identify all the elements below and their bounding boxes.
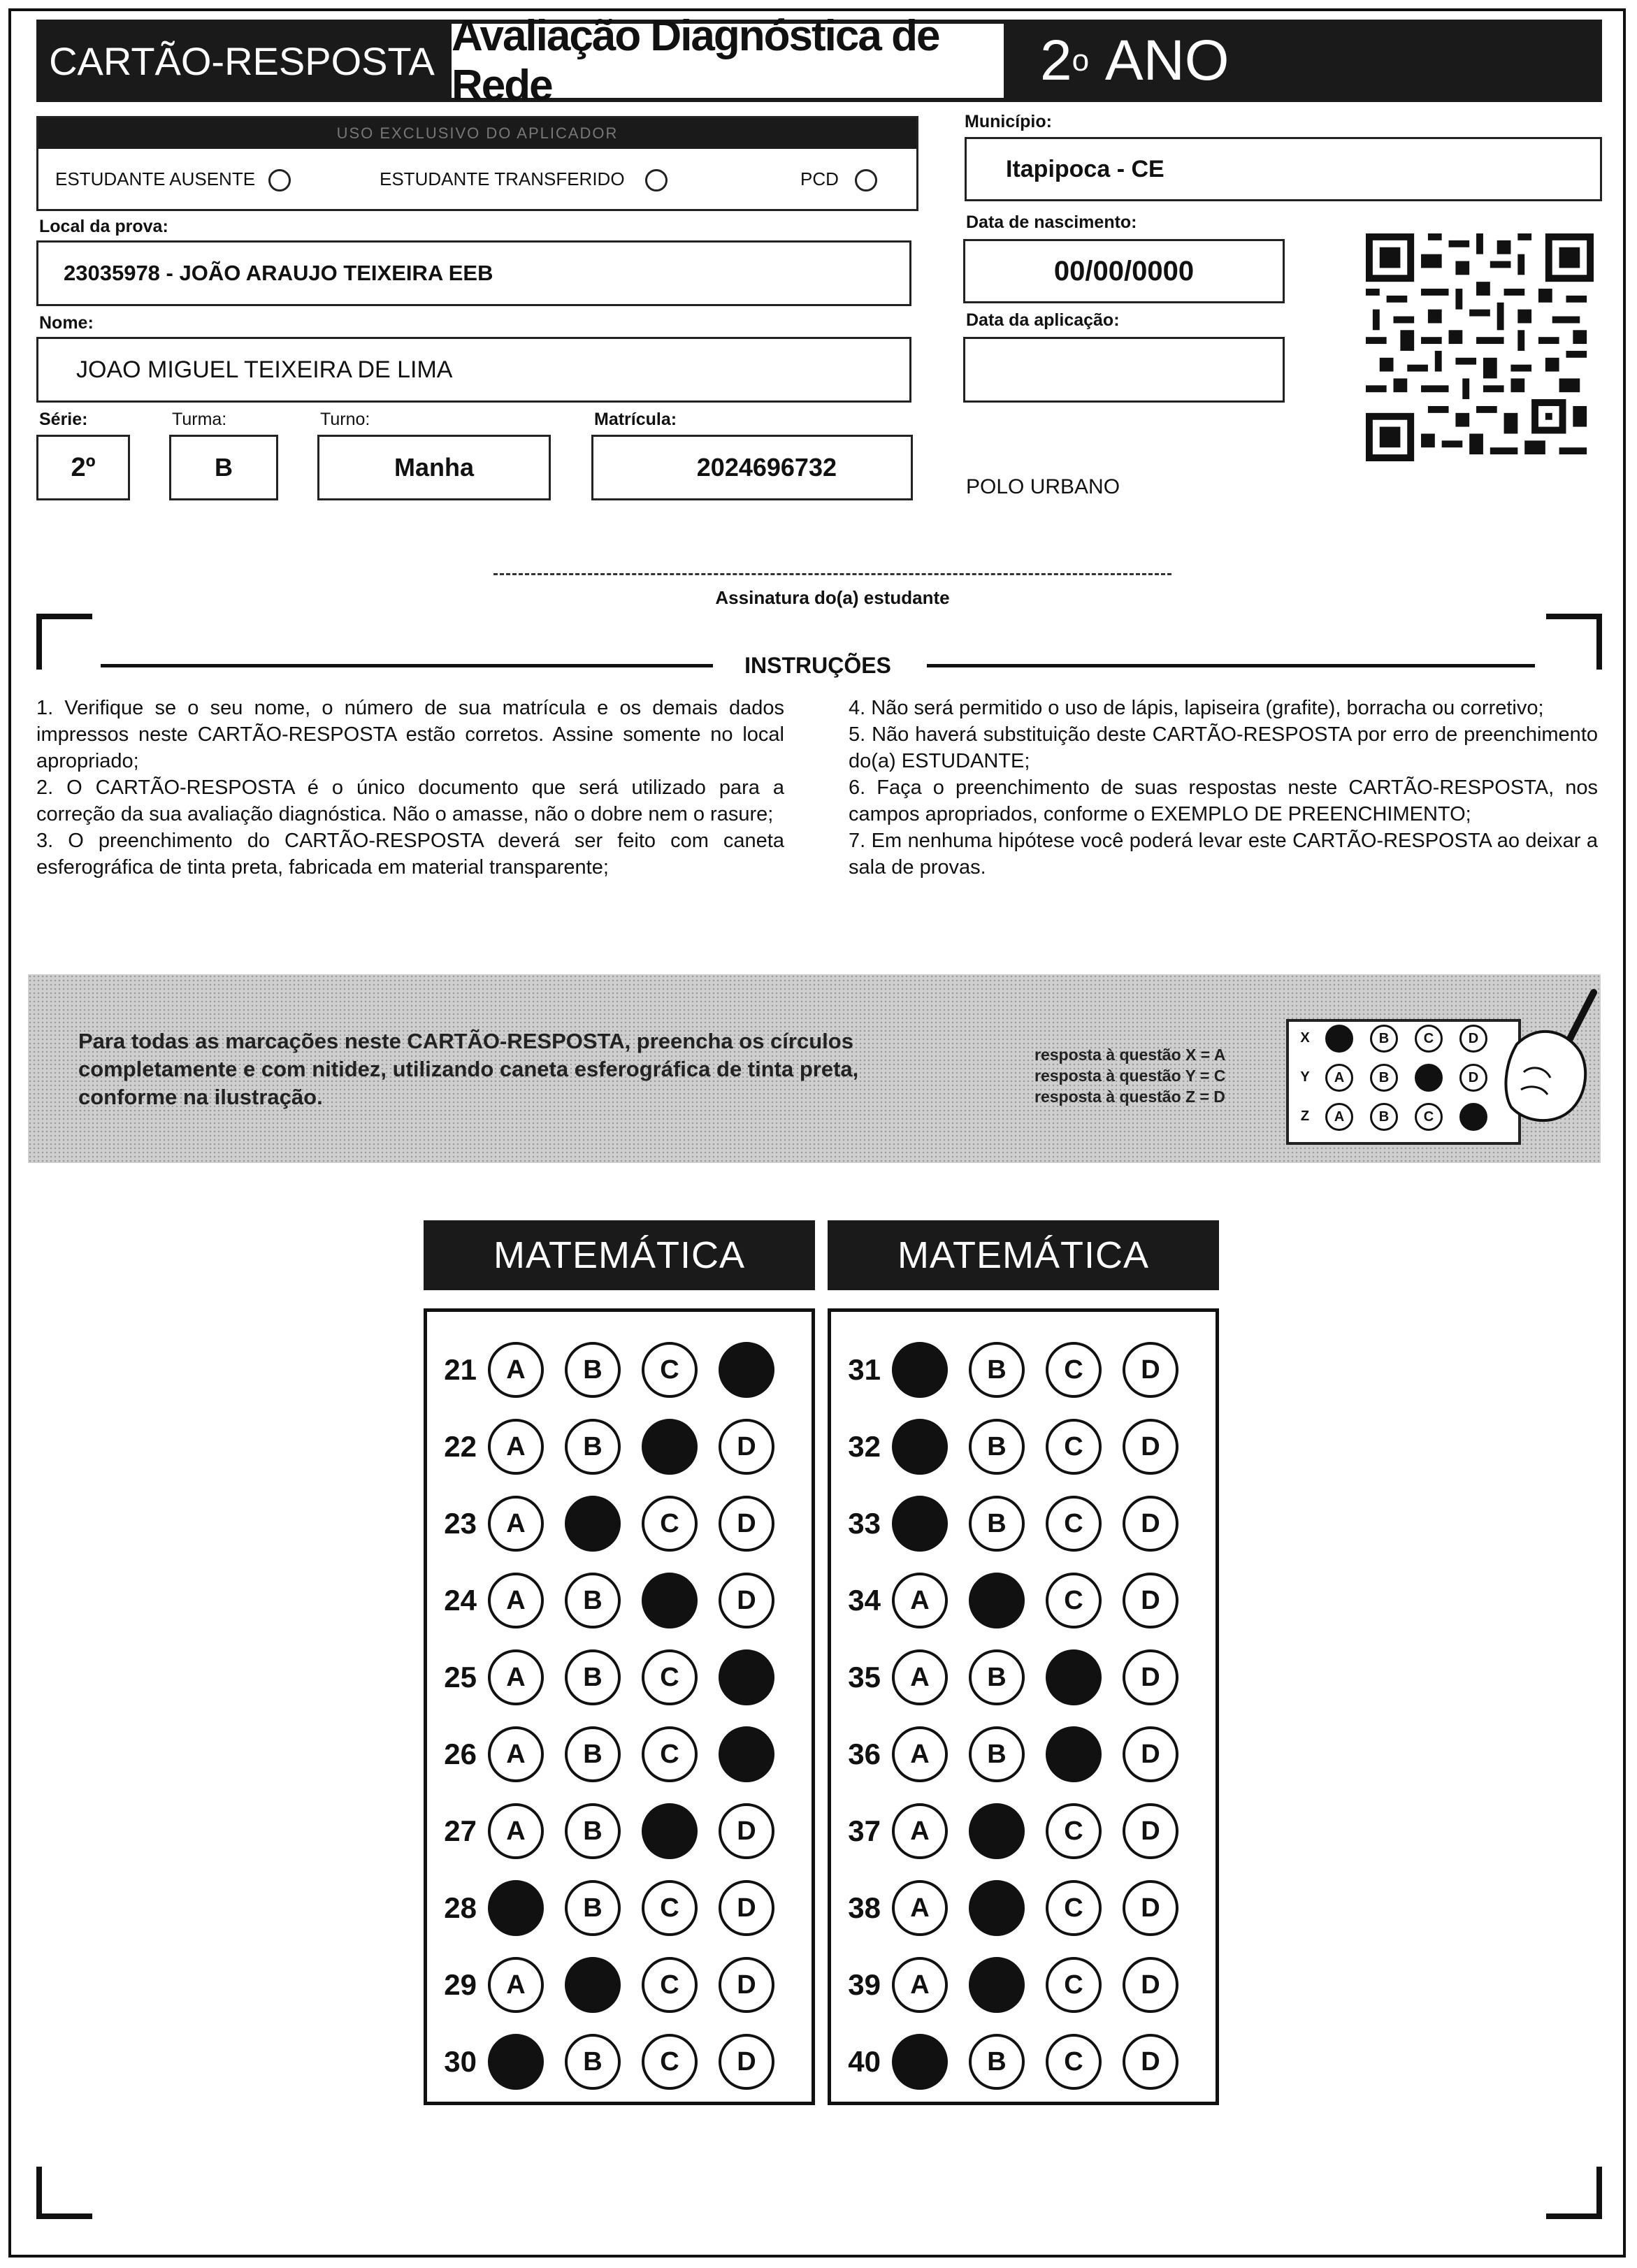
instructions-left <box>36 695 784 881</box>
answer-bubble-q34-d[interactable]: D <box>1123 1573 1178 1628</box>
answer-bubble-q38-a[interactable]: A <box>892 1880 948 1936</box>
answer-bubble-q37-b[interactable] <box>969 1803 1025 1859</box>
absent-label: ESTUDANTE AUSENTE <box>55 168 256 189</box>
example-row-label: Y <box>1300 1069 1310 1085</box>
matricula-value: 2024696732 <box>696 453 837 482</box>
municipio-value: Itapipoca - CE <box>1006 155 1164 182</box>
pcd-radio[interactable] <box>855 169 877 192</box>
answer-bubble-q22-a[interactable]: A <box>488 1419 544 1475</box>
birth-label: Data de nascimento: <box>966 212 1137 232</box>
serie-label: Série: <box>39 410 88 429</box>
birth-value: 00/00/0000 <box>1053 255 1195 287</box>
example-bubble-z-c: C <box>1415 1103 1443 1131</box>
question-number: 36 <box>848 1738 881 1770</box>
corner-bottom-left <box>36 2167 92 2219</box>
example-text: Para todas as marcações neste CARTÃO-RESPOSTA, preencha os círculos completamente e com nitidez, utilizando caneta esferográfica de tinta preta, conforme na ilustração. <box>78 1029 859 1109</box>
applicator-header <box>38 118 916 149</box>
answer-bubble-q28-c[interactable]: C <box>642 1880 698 1936</box>
serie-box <box>36 435 130 500</box>
answer-bubble-q39-a[interactable]: A <box>892 1957 948 2013</box>
answer-bubble-q27-b[interactable]: B <box>565 1803 621 1859</box>
answer-bubble-q26-a[interactable]: A <box>488 1726 544 1782</box>
answer-bubble-q39-c[interactable]: C <box>1046 1957 1102 2013</box>
nome-label: Nome: <box>39 313 94 333</box>
turma-label: Turma: <box>172 410 227 429</box>
municipio-box <box>965 137 1602 201</box>
answer-bubble-q29-b[interactable] <box>565 1957 621 2013</box>
example-bubble-z-a: A <box>1325 1103 1353 1131</box>
example-bubble-x-b: B <box>1370 1025 1398 1053</box>
answer-bubble-q35-a[interactable]: A <box>892 1649 948 1705</box>
answer-bubble-q30-b[interactable]: B <box>565 2034 621 2090</box>
pcd-label: PCD <box>800 168 839 189</box>
corner-top-left <box>36 614 92 670</box>
answer-bubble-q33-d[interactable]: D <box>1123 1496 1178 1552</box>
signature-line <box>493 573 1171 575</box>
answer-bubble-q36-c[interactable] <box>1046 1726 1102 1782</box>
answer-bubble-q30-d[interactable]: D <box>719 2034 774 2090</box>
answer-bubble-q26-b[interactable]: B <box>565 1726 621 1782</box>
example-bubble-x-d: D <box>1459 1025 1487 1053</box>
instruction-3: 3. O preenchimento do CARTÃO-RESPOSTA deverá ser feito com caneta esferográfica de tinta preta, fabricada em material transparente; <box>36 830 784 879</box>
nome-value: JOAO MIGUEL TEIXEIRA DE LIMA <box>76 356 453 383</box>
answer-bubble-q25-b[interactable]: B <box>565 1649 621 1705</box>
turma-box <box>169 435 278 500</box>
answer-bubble-q29-a[interactable]: A <box>488 1957 544 2013</box>
absent-radio[interactable] <box>268 169 291 192</box>
municipio-label: Município: <box>965 112 1052 131</box>
turno-label: Turno: <box>320 410 370 429</box>
grade-number: 2 <box>1040 29 1072 92</box>
answer-bubble-q21-b[interactable]: B <box>565 1342 621 1398</box>
section-title-2: MATEMÁTICA <box>828 1220 1219 1290</box>
instructions-title: INSTRUÇÕES <box>744 653 891 678</box>
polo-label: POLO URBANO <box>966 475 1120 498</box>
birth-box <box>963 239 1285 303</box>
answer-bubble-q37-d[interactable]: D <box>1123 1803 1178 1859</box>
answer-bubble-q35-c[interactable] <box>1046 1649 1102 1705</box>
answer-bubble-q22-b[interactable]: B <box>565 1419 621 1475</box>
answer-bubble-q27-c[interactable] <box>642 1803 698 1859</box>
answer-bubble-q22-c[interactable] <box>642 1419 698 1475</box>
answer-bubble-q37-a[interactable]: A <box>892 1803 948 1859</box>
answer-bubble-q32-a[interactable] <box>892 1419 948 1475</box>
answer-bubble-q30-c[interactable]: C <box>642 2034 698 2090</box>
answer-bubble-q22-d[interactable]: D <box>719 1419 774 1475</box>
section-title-1: MATEMÁTICA <box>424 1220 815 1290</box>
example-lines <box>1034 1044 1225 1107</box>
answer-bubble-q31-b[interactable]: B <box>969 1342 1025 1398</box>
answer-bubble-q25-a[interactable]: A <box>488 1649 544 1705</box>
qr-code <box>1366 233 1594 461</box>
answer-bubble-q26-c[interactable]: C <box>642 1726 698 1782</box>
answer-bubble-q23-d[interactable]: D <box>719 1496 774 1552</box>
answer-bubble-q39-b[interactable] <box>969 1957 1025 2013</box>
turno-value: Manha <box>394 453 474 482</box>
answer-bubble-q24-d[interactable]: D <box>719 1573 774 1628</box>
pen-hand-icon <box>1475 988 1601 1142</box>
answer-bubble-q21-d[interactable] <box>719 1342 774 1398</box>
grade-suffix: ANO <box>1104 29 1229 92</box>
local-label: Local da prova: <box>39 217 168 236</box>
example-bubble-z-b: B <box>1370 1103 1398 1131</box>
instruction-1: 1. Verifique se o seu nome, o número de sua matrícula e os demais dados impressos neste CARTÃO-RESPOSTA estão corretos. Assine somente no local apropriado; <box>36 697 784 772</box>
answer-bubble-q26-d[interactable] <box>719 1726 774 1782</box>
question-number: 30 <box>444 2045 477 2078</box>
question-number: 38 <box>848 1891 881 1924</box>
answer-bubble-q40-a[interactable] <box>892 2034 948 2090</box>
nome-box <box>36 337 911 403</box>
answer-bubble-q29-d[interactable]: D <box>719 1957 774 2013</box>
matricula-label: Matrícula: <box>594 410 677 429</box>
example-bubble-y-b: B <box>1370 1064 1398 1092</box>
card-title: CARTÃO-RESPOSTA <box>36 20 447 102</box>
answer-bubble-q34-c[interactable]: C <box>1046 1573 1102 1628</box>
answer-bubble-q40-b[interactable]: B <box>969 2034 1025 2090</box>
application-box <box>963 337 1285 403</box>
answer-bubble-q25-c[interactable]: C <box>642 1649 698 1705</box>
applicator-title: USO EXCLUSIVO DO APLICADOR <box>336 124 619 142</box>
question-number: 35 <box>848 1661 881 1693</box>
grade-title <box>1008 20 1602 102</box>
answer-bubble-q38-b[interactable] <box>969 1880 1025 1936</box>
answer-bubble-q24-a[interactable]: A <box>488 1573 544 1628</box>
answer-bubble-q36-a[interactable]: A <box>892 1726 948 1782</box>
answer-bubble-q38-c[interactable]: C <box>1046 1880 1102 1936</box>
question-number: 33 <box>848 1507 881 1540</box>
transferred-option[interactable] <box>380 168 668 192</box>
answer-bubble-q32-c[interactable]: C <box>1046 1419 1102 1475</box>
grade-ordinal: o <box>1072 43 1090 78</box>
answer-bubble-q31-d[interactable]: D <box>1123 1342 1178 1398</box>
example-line-z: resposta à questão Z = D <box>1034 1088 1225 1106</box>
answer-bubble-q25-d[interactable] <box>719 1649 774 1705</box>
answer-bubble-q32-d[interactable]: D <box>1123 1419 1178 1475</box>
corner-bottom-right <box>1546 2167 1602 2219</box>
answer-bubble-q28-a[interactable] <box>488 1880 544 1936</box>
answer-bubble-q36-d[interactable]: D <box>1123 1726 1178 1782</box>
answer-bubble-q24-b[interactable]: B <box>565 1573 621 1628</box>
question-number: 21 <box>444 1353 477 1386</box>
question-number: 29 <box>444 1968 477 2001</box>
answer-bubble-q30-a[interactable] <box>488 2034 544 2090</box>
answer-bubble-q31-c[interactable]: C <box>1046 1342 1102 1398</box>
example-bubble-x-a <box>1325 1025 1353 1053</box>
question-number: 34 <box>848 1584 881 1617</box>
answer-bubble-q33-b[interactable]: B <box>969 1496 1025 1552</box>
corner-top-right <box>1546 614 1602 670</box>
answer-bubble-q23-b[interactable] <box>565 1496 621 1552</box>
question-number: 39 <box>848 1968 881 2001</box>
answer-bubble-q39-d[interactable]: D <box>1123 1957 1178 2013</box>
serie-value: 2º <box>71 452 96 482</box>
transferred-label: ESTUDANTE TRANSFERIDO <box>380 168 625 189</box>
answer-bubble-q23-c[interactable]: C <box>642 1496 698 1552</box>
answer-bubble-q37-c[interactable]: C <box>1046 1803 1102 1859</box>
answer-bubble-q32-b[interactable]: B <box>969 1419 1025 1475</box>
answer-bubble-q33-c[interactable]: C <box>1046 1496 1102 1552</box>
example-row-label: Z <box>1300 1108 1310 1124</box>
answer-bubble-q21-a[interactable]: A <box>488 1342 544 1398</box>
example-bubble-y-c <box>1415 1064 1443 1092</box>
answer-bubble-q27-a[interactable]: A <box>488 1803 544 1859</box>
answer-bubble-q36-b[interactable]: B <box>969 1726 1025 1782</box>
applicator-box <box>36 116 918 211</box>
local-box <box>36 240 911 306</box>
answer-bubble-q23-a[interactable]: A <box>488 1496 544 1552</box>
instruction-7: 7. Em nenhuma hipótese você poderá levar este CARTÃO-RESPOSTA ao deixar a sala de provas. <box>849 830 1598 879</box>
absent-option[interactable] <box>55 168 291 192</box>
answer-bubble-q29-c[interactable]: C <box>642 1957 698 2013</box>
question-number: 22 <box>444 1430 477 1463</box>
answer-bubble-q21-c[interactable]: C <box>642 1342 698 1398</box>
answer-bubble-q35-b[interactable]: B <box>969 1649 1025 1705</box>
question-number: 28 <box>444 1891 477 1924</box>
question-number: 25 <box>444 1661 477 1693</box>
example-bubble-y-d: D <box>1459 1064 1487 1092</box>
answer-bubble-q28-b[interactable]: B <box>565 1880 621 1936</box>
signature-label: Assinatura do(a) estudante <box>715 587 950 608</box>
turno-box <box>317 435 551 500</box>
example-bubble-y-a: A <box>1325 1064 1353 1092</box>
question-number: 27 <box>444 1814 477 1847</box>
answer-bubble-q33-a[interactable] <box>892 1496 948 1552</box>
question-number: 37 <box>848 1814 881 1847</box>
example-bubble-x-c: C <box>1415 1025 1443 1053</box>
instructions-rule-left <box>101 664 713 667</box>
instruction-4: 4. Não será permitido o uso de lápis, lapiseira (grafite), borracha ou corretivo; <box>849 697 1544 719</box>
answer-bubble-q38-d[interactable]: D <box>1123 1880 1178 1936</box>
example-banner <box>28 974 1601 1163</box>
example-line-y: resposta à questão Y = C <box>1034 1067 1226 1085</box>
question-number: 32 <box>848 1430 881 1463</box>
instruction-6: 6. Faça o preenchimento de suas respostas neste CARTÃO-RESPOSTA, nos campos apropriados, conforme o EXEMPLO DE PREENCHIMENTO; <box>849 777 1598 825</box>
answer-bubble-q24-c[interactable] <box>642 1573 698 1628</box>
question-number: 23 <box>444 1507 477 1540</box>
instruction-2: 2. O CARTÃO-RESPOSTA é o único documento que será utilizado para a correção da sua avaliação diagnóstica. Não o amasse, não o dobre nem o rasure; <box>36 777 784 825</box>
application-label: Data da aplicação: <box>966 310 1120 330</box>
example-row-label: X <box>1300 1030 1310 1046</box>
exam-title: Avaliação Diagnóstica de Rede <box>447 20 1008 102</box>
answer-bubble-q40-d[interactable]: D <box>1123 2034 1178 2090</box>
turma-value: B <box>215 453 233 482</box>
answer-bubble-q28-d[interactable]: D <box>719 1880 774 1936</box>
question-number: 26 <box>444 1738 477 1770</box>
local-value: 23035978 - JOÃO ARAUJO TEIXEIRA EEB <box>64 261 493 285</box>
question-number: 24 <box>444 1584 477 1617</box>
answer-bubble-q34-b[interactable] <box>969 1573 1025 1628</box>
example-line-x: resposta à questão X = A <box>1034 1046 1226 1064</box>
answer-bubble-q40-c[interactable]: C <box>1046 2034 1102 2090</box>
answer-bubble-q34-a[interactable]: A <box>892 1573 948 1628</box>
question-number: 31 <box>848 1353 881 1386</box>
transferred-radio[interactable] <box>645 169 668 192</box>
answer-bubble-q27-d[interactable]: D <box>719 1803 774 1859</box>
question-number: 40 <box>848 2045 881 2078</box>
pcd-option[interactable] <box>800 168 877 192</box>
instructions-rule-right <box>927 664 1535 667</box>
answer-bubble-q35-d[interactable]: D <box>1123 1649 1178 1705</box>
answer-bubble-q31-a[interactable] <box>892 1342 948 1398</box>
instructions-right <box>849 695 1598 881</box>
instruction-5: 5. Não haverá substituição deste CARTÃO-RESPOSTA por erro de preenchimento do(a) ESTUDANTE; <box>849 723 1598 772</box>
matricula-box <box>591 435 913 500</box>
